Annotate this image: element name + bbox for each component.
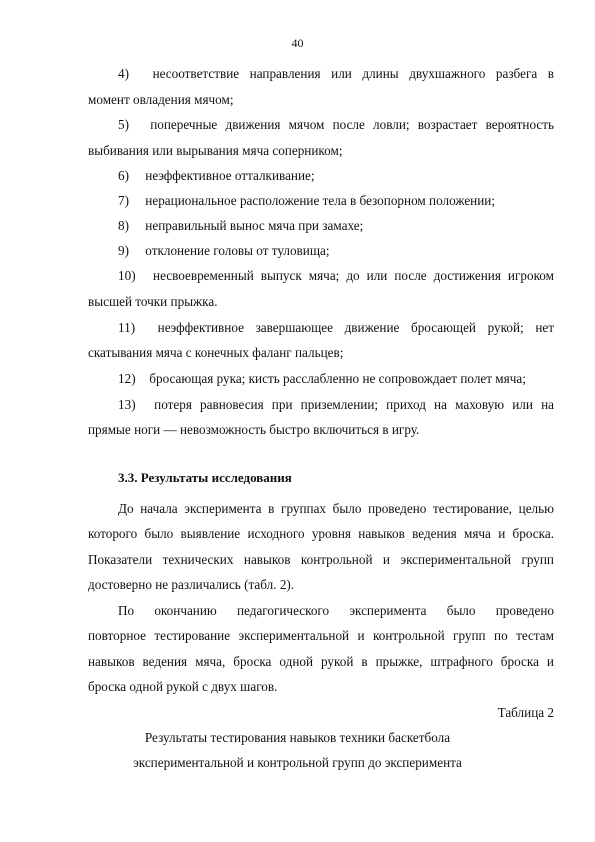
list-item-number: 10) bbox=[118, 268, 136, 283]
list-item-text-cont: высшей точки прыжка. bbox=[88, 294, 218, 309]
list-item-number: 4) bbox=[118, 66, 129, 81]
table-caption-line-2: экспериментальной и контрольной групп до эксперимента bbox=[133, 755, 462, 770]
paragraph-1-line-3: Показатели технических навыков контрольной и экспериментальной групп bbox=[88, 552, 554, 567]
list-item-text-cont: прямые ноги — невозможность быстро включиться в игру. bbox=[88, 422, 420, 437]
list-item-number: 7) bbox=[118, 193, 129, 208]
list-item-12 bbox=[118, 366, 554, 392]
list-item-text-cont: скатывания мяча с конечных фаланг пальцев; bbox=[88, 345, 344, 360]
list-item-number: 5) bbox=[118, 117, 129, 132]
list-item-text-cont: момент овладения мячом; bbox=[88, 92, 234, 107]
list-item-4-cont bbox=[88, 87, 554, 113]
list-item-text: несвоевременный выпуск мяча; до или после достижения игроком bbox=[153, 268, 554, 283]
list-item-9 bbox=[118, 238, 554, 264]
list-item-text: нерациональное расположение тела в безопорном положении; bbox=[145, 193, 496, 208]
list-item-text: потеря равновесия при приземлении; приход на маховую или на bbox=[154, 397, 554, 412]
list-item-5-cont bbox=[88, 138, 554, 164]
list-item-number: 8) bbox=[118, 218, 129, 233]
page-number: 40 bbox=[291, 36, 304, 50]
paragraph-1-line-2: которого было выявление исходного уровня навыков ведения мяча и броска. bbox=[88, 526, 554, 541]
list-item-text: неправильный вынос мяча при замахе; bbox=[145, 218, 364, 233]
list-item-number: 6) bbox=[118, 168, 129, 183]
list-item-13 bbox=[118, 392, 554, 418]
list-item-text: бросающая рука; кисть расслабленно не сопровождает полет мяча; bbox=[149, 371, 526, 386]
list-item-text: неэффективное завершающее движение бросающей рукой; нет bbox=[157, 320, 555, 335]
list-item-text-cont: выбивания или вырывания мяча соперником; bbox=[88, 143, 343, 158]
list-item-number: 12) bbox=[118, 371, 136, 386]
list-item-10 bbox=[118, 263, 554, 289]
section-heading: 3.3. Результаты исследования bbox=[118, 470, 292, 485]
list-item-6 bbox=[118, 163, 554, 189]
list-item-text: неэффективное отталкивание; bbox=[145, 168, 315, 183]
list-item-5 bbox=[118, 112, 554, 138]
list-item-11-cont bbox=[88, 340, 554, 366]
paragraph-2-line-4: броска одной рукой с двух шагов. bbox=[88, 679, 278, 694]
paragraph-1-line-4: достоверно не различались (табл. 2). bbox=[88, 577, 295, 592]
list-item-number: 13) bbox=[118, 397, 136, 412]
list-item-number: 9) bbox=[118, 243, 129, 258]
list-item-4 bbox=[118, 61, 554, 87]
paragraph-2-line-2: повторное тестирование экспериментальной и контрольной групп по тестам bbox=[88, 628, 554, 643]
list-item-text: несоответствие направления или длины двухшажного разбега в bbox=[152, 66, 554, 81]
list-item-text: поперечные движения мячом после ловли; возрастает вероятность bbox=[150, 117, 554, 132]
table-label: Таблица 2 bbox=[497, 705, 554, 720]
paragraph-2-line-3: навыков ведения мяча, броска одной рукой в прыжке, штрафного броска и bbox=[88, 654, 554, 669]
list-item-10-cont bbox=[88, 289, 554, 315]
list-item-13-cont bbox=[88, 417, 554, 443]
list-item-number: 11) bbox=[118, 320, 136, 335]
paragraph-2-line-1: По окончанию педагогического эксперимента было проведено bbox=[118, 603, 554, 618]
list-item-8 bbox=[118, 213, 554, 239]
list-item-11 bbox=[118, 315, 554, 341]
list-item-7 bbox=[118, 188, 554, 214]
table-caption-line-1: Результаты тестирования навыков техники баскетбола bbox=[144, 730, 451, 745]
list-item-text: отклонение головы от туловища; bbox=[145, 243, 330, 258]
paragraph-1-line-1: До начала эксперимента в группах было проведено тестирование, целью bbox=[118, 501, 554, 516]
